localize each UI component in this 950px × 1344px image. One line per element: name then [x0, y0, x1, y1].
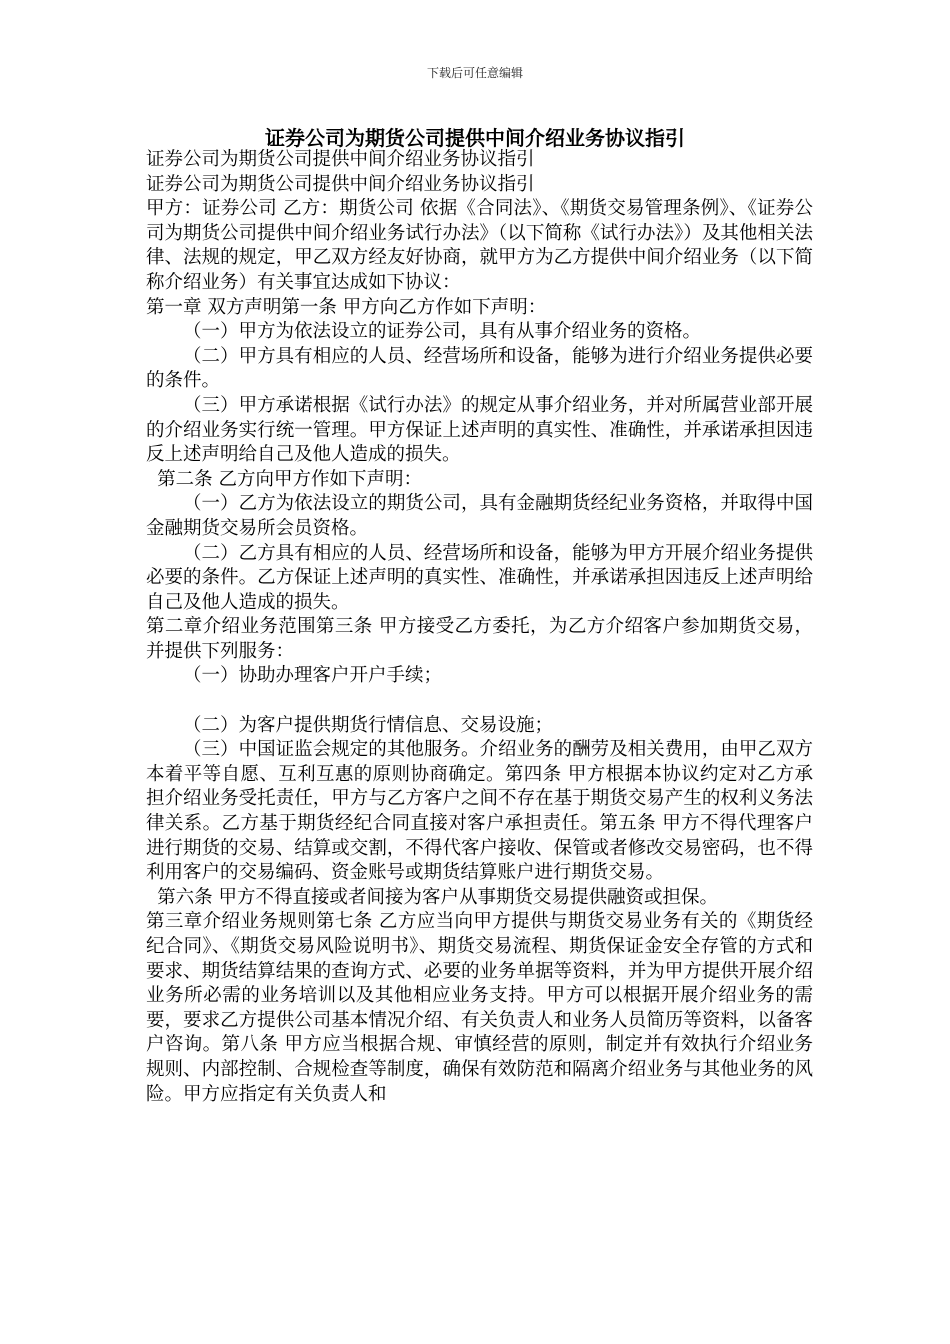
body-paragraph: 第六条 甲方不得直接或者间接为客户从事期货交易提供融资或担保。 [157, 886, 718, 908]
body-paragraph: 第二章介绍业务范围第三条 甲方接受乙方委托，为乙方介绍客户参加期货交易，并提供下列服务： [146, 616, 813, 662]
body-paragraph: 证券公司为期货公司提供中间介绍业务协议指引 [146, 173, 535, 195]
body-paragraph: 证券公司为期货公司提供中间介绍业务协议指引 [146, 149, 535, 170]
body-paragraph: （一）协助办理客户开户手续； [183, 665, 443, 687]
body-paragraph: （二）为客户提供期货行情信息、交易设施； [183, 714, 554, 736]
body-paragraph: （一）甲方为依法设立的证券公司，具有从事介绍业务的资格。 [183, 321, 702, 343]
body-paragraph: （二）乙方具有相应的人员、经营场所和设备，能够为甲方开展介绍业务提供必要的条件。乙方保证上述声明的真实性、准确性，并承诺承担因违反上述声明给自己及他人造成的损失。 [146, 542, 813, 613]
blank-line [146, 689, 813, 714]
body-paragraph: 甲方：证券公司 乙方：期货公司 依据《合同法》、《期货交易管理条例》、《证券公司为期货公司提供中间介绍业务试行办法》（以下简称《试行办法》）及其他相关法律、法规的规定，甲乙双方经友好协商，就甲方为乙方提供中间介绍业务（以下简称介绍业务）有关事宜达成如下协议： [146, 198, 813, 293]
body-paragraph: 第三章介绍业务规则第七条 乙方应当向甲方提供与期货交易业务有关的《期货经纪合同》、《期货交易风险说明书》、期货交易流程、期货保证金安全存管的方式和要求、期货结算结果的查询方式、必要的业务单据等资料，并为甲方提供开展介绍业务所必需的业务培训以及其他相应业务支持。甲方可以根据开展介绍业务的需要，要求乙方提供公司基本情况介绍、有关负责人和业务人员简历等资料，以备客户咨询。第八条 甲方应当根据合规、审慎经营的原则，制定并有效执行介绍业务规则、内部控制、合规检查等制度，确保有效防范和隔离介绍业务与其他业务的风险。甲方应指定有关负责人和 [146, 911, 813, 1105]
body-paragraph: （三）甲方承诺根据《试行办法》的规定从事介绍业务，并对所属营业部开展的介绍业务实行统一管理。甲方保证上述声明的真实性、准确性，并承诺承担因违反上述声明给自己及他人造成的损失。 [146, 394, 813, 466]
body-paragraph: （一）乙方为依法设立的期货公司，具有金融期货经纪业务资格，并取得中国金融期货交易所会员资格。 [146, 493, 813, 539]
document-title: 证券公司为期货公司提供中间介绍业务协议指引 [265, 126, 685, 150]
header-note: 下载后可任意编辑 [426, 66, 523, 80]
document-body [146, 148, 813, 1107]
body-paragraph: （二）甲方具有相应的人员、经营场所和设备，能够为进行介绍业务提供必要的条件。 [146, 345, 813, 392]
body-paragraph: 第二条 乙方向甲方作如下声明： [157, 468, 422, 490]
body-paragraph: （三）中国证监会规定的其他服务。介绍业务的酬劳及相关费用，由甲乙双方本着平等自愿、互利互惠的原则协商确定。第四条 甲方根据本协议约定对乙方承担介绍业务受托责任，甲方与乙方客户之间不存在基于期货交易产生的权利义务法律关系。乙方基于期货经纪合同直接对客户承担责任。第五条 甲方不得代理客户进行期货的交易、结算或交割，不得代客户接收、保管或者修改交易密码，也不得利用客户的交易编码、资金账号或期货结算账户进行期货交易。 [146, 739, 813, 884]
body-paragraph: 第一章 双方声明第一条 甲方向乙方作如下声明： [146, 296, 547, 318]
